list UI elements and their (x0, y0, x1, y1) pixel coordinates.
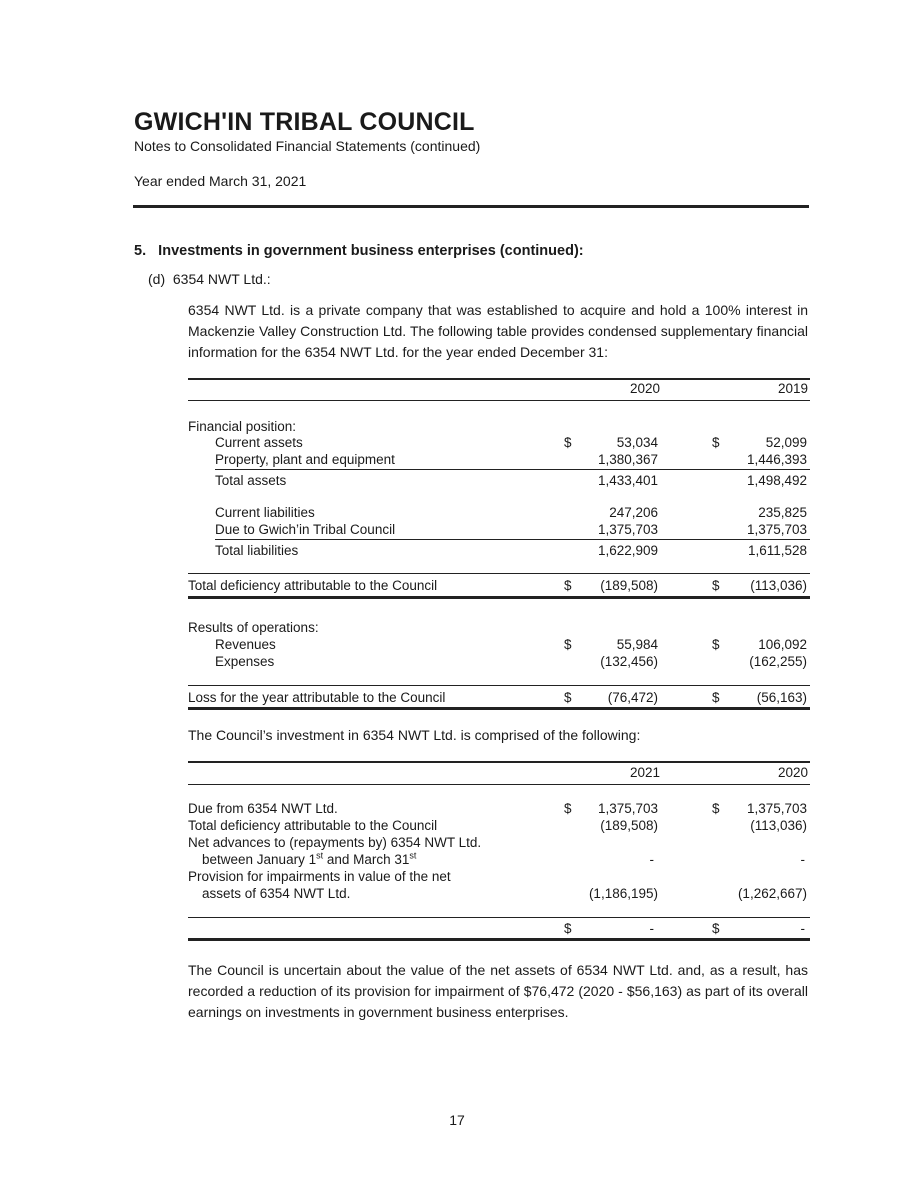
page-number: 17 (449, 1112, 465, 1128)
ppe-2019: 1,446,393 (746, 452, 807, 467)
loss-2019: (56,163) (756, 690, 807, 705)
total-rule (188, 685, 810, 686)
expenses-2019: (162,255) (749, 654, 807, 669)
table-row (188, 868, 810, 886)
total-2020: - (800, 921, 805, 936)
net-advances-label-cont (202, 851, 416, 869)
total-deficiency-label: Total deficiency attributable to the Council (188, 578, 438, 593)
dollar-sign: $ (712, 921, 720, 936)
investment-table (188, 761, 810, 941)
financial-position-label: Financial position: (188, 419, 297, 434)
table-row (188, 451, 810, 469)
statement-subtitle: Notes to Consolidated Financial Statements (continued) (134, 138, 481, 154)
dollar-sign: $ (564, 637, 572, 652)
expenses-label: Expenses (215, 654, 275, 669)
table-row (188, 817, 810, 835)
table-header-row (188, 764, 810, 782)
expenses-2020: (132,456) (600, 654, 658, 669)
dollar-sign: $ (712, 637, 720, 652)
net-advances-text-a: between January 1 (202, 852, 317, 867)
dollar-sign: $ (564, 690, 572, 705)
total-deficiency-2021: (189,508) (600, 818, 658, 833)
current-assets-2020: 53,034 (616, 435, 658, 450)
due-to-gtc-2019: 1,375,703 (746, 522, 807, 537)
table-row (188, 920, 810, 938)
header-divider (133, 205, 809, 208)
table-header-rule (188, 400, 810, 401)
ppe-2020: 1,380,367 (597, 452, 658, 467)
table-row (188, 577, 810, 595)
org-title: GWICH'IN TRIBAL COUNCIL (134, 108, 475, 136)
total-deficiency-2020: (189,508) (600, 578, 658, 593)
net-advances-label: Net advances to (repayments by) 6354 NWT Ltd. (188, 835, 482, 850)
subtotal-rule (215, 539, 810, 540)
column-header-2021: 2021 (629, 765, 660, 780)
loss-2020: (76,472) (607, 690, 658, 705)
table-row (188, 689, 810, 707)
ppe-label: Property, plant and equipment (215, 452, 395, 467)
loss-label: Loss for the year attributable to the Council (188, 690, 446, 705)
table-row (188, 434, 810, 452)
due-from-label: Due from 6354 NWT Ltd. (188, 801, 338, 816)
total-deficiency-2019: (113,036) (750, 578, 807, 593)
net-advances-2020: - (800, 852, 805, 867)
table-row (188, 472, 810, 490)
double-rule (188, 596, 810, 599)
column-header-2020: 2020 (777, 765, 808, 780)
provision-2021: (1,186,195) (588, 886, 658, 901)
column-header-2019: 2019 (777, 381, 808, 396)
net-advances-2021: - (649, 852, 654, 867)
double-rule (188, 938, 810, 941)
current-assets-2019: 52,099 (765, 435, 807, 450)
total-2021: - (649, 921, 654, 936)
section-heading: 5. Investments in government business enterprises (continued): (134, 243, 584, 259)
dollar-sign: $ (564, 801, 572, 816)
table-header-row (188, 380, 810, 398)
current-liabilities-2020: 247,206 (609, 505, 658, 520)
dollar-sign: $ (712, 578, 720, 593)
total-rule (188, 917, 810, 918)
dollar-sign: $ (564, 921, 572, 936)
total-liabilities-2020: 1,622,909 (597, 543, 658, 558)
total-deficiency-label: Total deficiency attributable to the Council (188, 818, 438, 833)
dollar-sign: $ (712, 690, 720, 705)
total-deficiency-2020: (113,036) (750, 818, 807, 833)
total-assets-2019: 1,498,492 (746, 473, 807, 488)
table-row (188, 653, 810, 671)
dollar-sign: $ (564, 435, 572, 450)
table-row (188, 504, 810, 522)
provision-label-cont: assets of 6354 NWT Ltd. (202, 886, 351, 901)
period-label: Year ended March 31, 2021 (134, 173, 307, 189)
condensed-financial-table (188, 378, 810, 708)
current-liabilities-2019: 235,825 (758, 505, 807, 520)
due-to-gtc-2020: 1,375,703 (597, 522, 658, 537)
table-row (188, 851, 810, 869)
table-header-rule (188, 784, 810, 785)
dollar-sign: $ (712, 801, 720, 816)
closing-paragraph: The Council is uncertain about the value of the net assets of 6534 NWT Ltd. and, as a result, has recorded a reduction of its provision for impairment of $76,472 (2020 - $56,163) as part of its overall earnings on investments in government business enterprises. (188, 962, 808, 1020)
due-from-2020: 1,375,703 (746, 801, 807, 816)
total-liabilities-label: Total liabilities (215, 543, 299, 558)
results-label-row (188, 619, 810, 637)
net-advances-text-b: and March 31 (323, 852, 410, 867)
total-liabilities-2019: 1,611,528 (747, 543, 807, 558)
table-row (188, 885, 810, 903)
subsection-heading: (d) 6354 NWT Ltd.: (148, 271, 271, 287)
intro-paragraph: 6354 NWT Ltd. is a private company that was established to acquire and hold a 100% interest in Mackenzie Valley Construction Ltd. The following table provides condensed supplementary financial information for the 6354 NWT Ltd. for the year ended December 31: (188, 302, 808, 360)
provision-2020: (1,262,667) (737, 886, 807, 901)
column-header-2020: 2020 (629, 381, 660, 396)
current-liabilities-label: Current liabilities (215, 505, 315, 520)
revenues-2020: 55,984 (616, 637, 658, 652)
total-rule (188, 573, 810, 574)
ordinal-suffix: st (409, 850, 417, 861)
double-rule (188, 707, 810, 710)
ordinal-suffix: st (316, 850, 324, 861)
current-assets-label: Current assets (215, 435, 303, 450)
results-of-operations-label: Results of operations: (188, 620, 319, 635)
investment-intro: The Council’s investment in 6354 NWT Ltd. is comprised of the following: (188, 727, 641, 743)
dollar-sign: $ (564, 578, 572, 593)
total-assets-label: Total assets (215, 473, 287, 488)
table-row (188, 521, 810, 539)
table-row (188, 636, 810, 654)
provision-label: Provision for impairments in value of the net (188, 869, 451, 884)
table-row (188, 834, 810, 852)
revenues-2019: 106,092 (758, 637, 807, 652)
table-row (188, 800, 810, 818)
total-assets-2020: 1,433,401 (597, 473, 658, 488)
dollar-sign: $ (712, 435, 720, 450)
revenues-label: Revenues (215, 637, 276, 652)
due-from-2021: 1,375,703 (597, 801, 658, 816)
table-top-rule (188, 761, 810, 763)
subtotal-rule (215, 469, 810, 470)
due-to-gtc-label: Due to Gwich’in Tribal Council (215, 522, 396, 537)
table-row (188, 542, 810, 560)
